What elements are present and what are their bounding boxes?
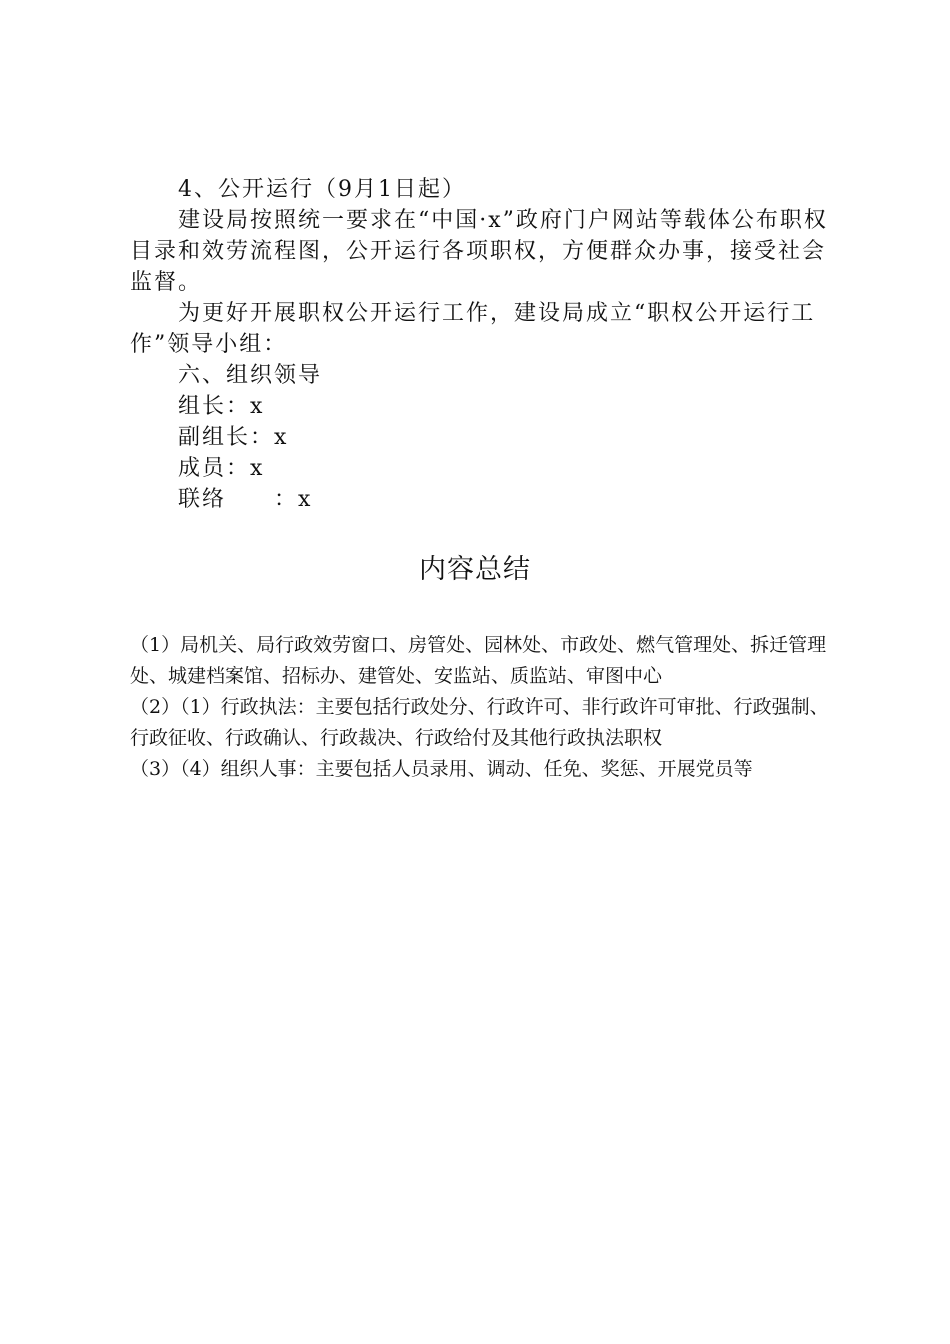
org-heading: 六、组织领导 (178, 363, 323, 388)
contact-label: 联络 (178, 487, 227, 512)
summary-item: （2）（1）行政执法：主要包括行政处分、行政许可、非行政许可审批、行政强制、行政征收、行政确认、行政裁决、行政给付及其他行政执法职权 (130, 696, 829, 749)
summary-item: （3）（4）组织人事：主要包括人员录用、调动、任免、奖惩、开展党员等 (130, 758, 753, 780)
summary-item: （1）局机关、局行政效劳窗口、房管处、园林处、市政处、燃气管理处、拆迁管理处、城建档案馆、招标办、建管处、安监站、质监站、审图中心 (130, 634, 827, 687)
member-leader: 组长：x (178, 394, 265, 419)
paragraph-publication: 建设局按照统一要求在“中国·x”政府门户网站等载体公布职权目录和效劳流程图，公开运行各项职权，方便群众办事，接受社会监督。 (130, 208, 828, 295)
member-members: 成员：x (178, 456, 265, 481)
document-body (130, 174, 830, 515)
member-contact (130, 484, 830, 515)
paragraph-leading-group: 为更好开展职权公开运行工作，建设局成立“职权公开运行工作”领导小组： (130, 301, 816, 357)
summary-list (130, 630, 835, 785)
member-deputy: 副组长：x (178, 425, 289, 450)
contact-value: ：x (274, 487, 313, 512)
section-heading: 4、公开运行（9月1日起） (178, 177, 466, 202)
summary-title: 内容总结 (419, 554, 531, 585)
